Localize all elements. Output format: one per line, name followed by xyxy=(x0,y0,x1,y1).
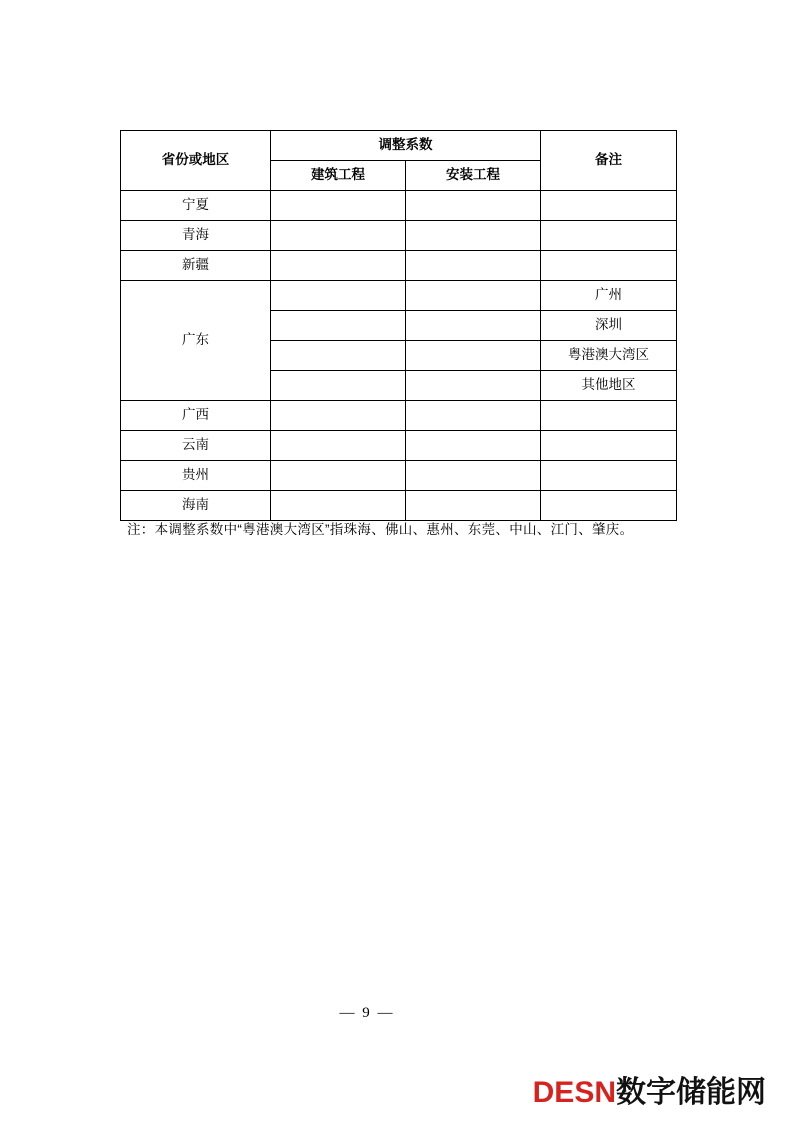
cell-province: 青海 xyxy=(121,221,271,251)
cell-installation xyxy=(406,401,541,431)
cell-remark xyxy=(541,431,677,461)
cell-installation xyxy=(406,371,541,401)
cell-remark xyxy=(541,251,677,281)
cell-construction xyxy=(271,491,406,521)
cell-construction xyxy=(271,371,406,401)
table-row xyxy=(121,491,677,521)
cell-construction xyxy=(271,191,406,221)
cell-remark xyxy=(541,401,677,431)
cell-installation xyxy=(406,431,541,461)
cell-province: 广西 xyxy=(121,401,271,431)
cell-remark: 其他地区 xyxy=(541,371,677,401)
cell-installation xyxy=(406,191,541,221)
cell-remark: 深圳 xyxy=(541,311,677,341)
cell-construction xyxy=(271,401,406,431)
cell-construction xyxy=(271,461,406,491)
table-header-row-main xyxy=(121,131,677,161)
table-row xyxy=(121,401,677,431)
cell-remark: 广州 xyxy=(541,281,677,311)
cell-construction xyxy=(271,251,406,281)
header-province: 省份或地区 xyxy=(121,131,271,191)
table-body xyxy=(121,191,677,521)
cell-province: 宁夏 xyxy=(121,191,271,221)
cell-province: 云南 xyxy=(121,431,271,461)
table-row xyxy=(121,221,677,251)
cell-installation xyxy=(406,311,541,341)
cell-installation xyxy=(406,281,541,311)
cell-installation xyxy=(406,251,541,281)
coefficient-table-wrapper xyxy=(120,130,676,521)
cell-remark xyxy=(541,221,677,251)
header-coefficient-group: 调整系数 xyxy=(271,131,541,161)
cell-installation xyxy=(406,461,541,491)
cell-province: 广东 xyxy=(121,281,271,401)
cell-remark: 粤港澳大湾区 xyxy=(541,341,677,371)
page-number: — 9 — xyxy=(339,1005,395,1021)
header-construction: 建筑工程 xyxy=(271,161,406,191)
cell-construction xyxy=(271,431,406,461)
table-row xyxy=(121,281,677,311)
watermark-brand-cn: 数字储能网 xyxy=(616,1076,766,1109)
cell-remark xyxy=(541,491,677,521)
header-remark: 备注 xyxy=(541,131,677,191)
cell-construction xyxy=(271,281,406,311)
coefficient-table xyxy=(120,130,677,521)
table-note: 注：本调整系数中“粤港澳大湾区”指珠海、佛山、惠州、东莞、中山、江门、肇庆。 xyxy=(127,522,634,537)
table-row xyxy=(121,191,677,221)
table-row xyxy=(121,461,677,491)
table-row xyxy=(121,251,677,281)
cell-province: 贵州 xyxy=(121,461,271,491)
cell-installation xyxy=(406,341,541,371)
cell-construction xyxy=(271,311,406,341)
cell-remark xyxy=(541,191,677,221)
watermark-brand: DESN xyxy=(532,1076,616,1109)
cell-construction xyxy=(271,221,406,251)
cell-province: 新疆 xyxy=(121,251,271,281)
table-header xyxy=(121,131,677,191)
cell-construction xyxy=(271,341,406,371)
cell-remark xyxy=(541,461,677,491)
cell-installation xyxy=(406,491,541,521)
watermark-band xyxy=(0,1055,794,1123)
table-row xyxy=(121,431,677,461)
site-watermark-logo xyxy=(533,1067,766,1111)
cell-installation xyxy=(406,221,541,251)
cell-province: 海南 xyxy=(121,491,271,521)
header-installation: 安装工程 xyxy=(406,161,541,191)
